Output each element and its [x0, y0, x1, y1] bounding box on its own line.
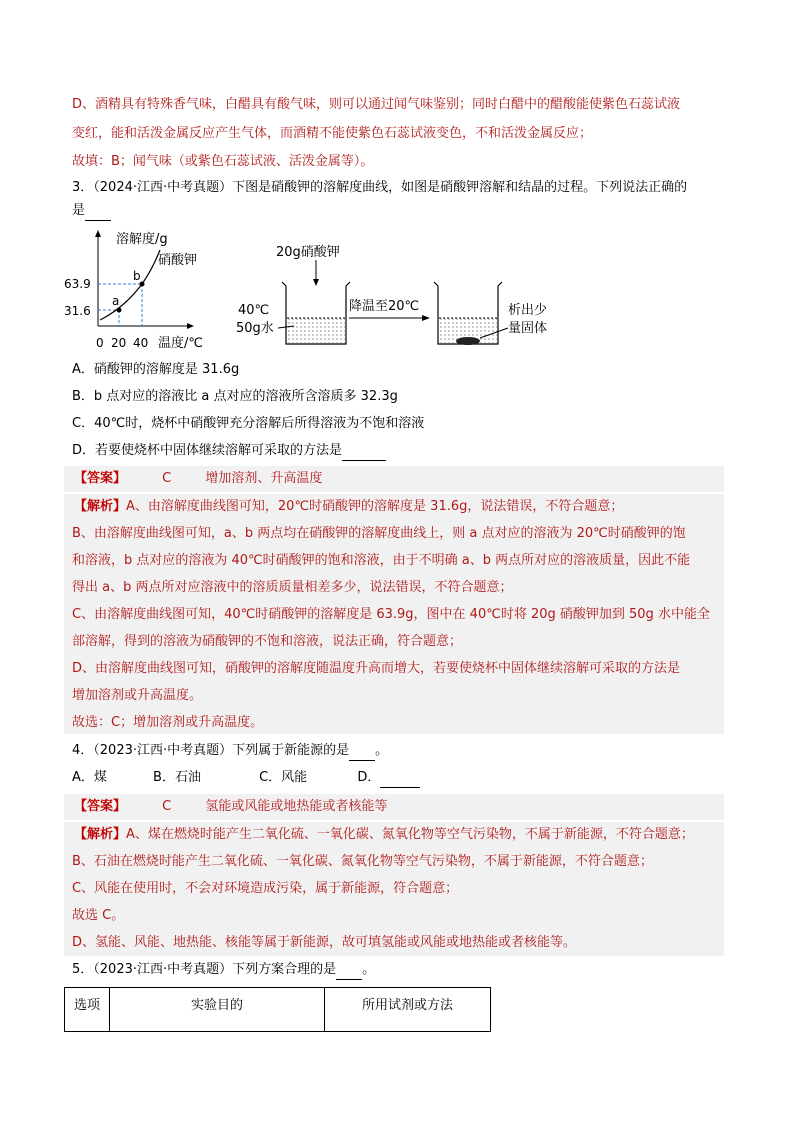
cooling-arrow-label: 降温至20℃ [349, 299, 420, 314]
question-5-stem: 5．（2023·江西·中考真题）下列方案合理的是 。 [72, 960, 375, 980]
options-table [64, 987, 491, 1032]
point-a [117, 308, 122, 313]
x-tick: 0 [96, 336, 104, 350]
analysis-line: B、石油在燃烧时能产生二氧化硫、一氧化碳、氮氧化物等空气污染物，不属于新能源，不符合题意； [72, 854, 653, 869]
analysis-line: 得出 a、b 两点所对应溶液中的溶质质量相差多少，说法错误，不符合题意； [72, 580, 513, 595]
beaker-water-label: 50g水 [236, 321, 274, 336]
question-4-options: A．煤 B．石油 C．风能 D． [72, 768, 420, 788]
analysis-line: 部溶解，得到的溶液为硝酸钾的不饱和溶液，说法正确，符合题意； [72, 634, 463, 649]
table-header: 实验目的 [110, 988, 325, 1032]
analysis-line: D、氢能、风能、地热能、核能等属于新能源，故可填氢能或风能或地热能或者核能等。 [72, 935, 577, 950]
curve-label: 硝酸钾 [158, 253, 198, 268]
analysis-line: 和溶液，b 点对应的溶液为 40℃时硝酸钾的饱和溶液，由于不明确 a、b 两点所对应的溶液质量，因此不能 [72, 553, 691, 568]
analysis-line: 【解析】A、煤在燃烧时能产生二氧化硫、一氧化碳、氮氧化物等空气污染物，不属于新能源，不符合题意； [74, 827, 694, 842]
beaker-temp-label: 40℃ [238, 303, 270, 318]
option-d: D．若要使烧杯中固体继续溶解可采取的方法是 [72, 441, 386, 461]
explanation-line: 故填：B；闻气味（或紫色石蕊试液、活泼金属等）。 [72, 154, 374, 169]
table-header: 所用试剂或方法 [325, 988, 491, 1032]
answer-line: 【答案】 C 氢能或风能或地热能或者核能等 [74, 799, 388, 814]
x-axis-label: 温度/℃ [158, 336, 203, 351]
table-header-row [65, 988, 491, 1032]
question-4-stem: 4．（2023·江西·中考真题）下列属于新能源的是 。 [72, 741, 388, 761]
precipitate-label-1: 析出少 [508, 303, 548, 318]
question-3-stem-end: 是 [72, 201, 111, 221]
option-a: A．硝酸钾的溶解度是 31.6g [72, 362, 240, 377]
explanation-line: 变红，能和活泼金属反应产生气体，而酒精不能使紫色石蕊试液变色，不和活泼金属反应； [72, 126, 593, 141]
solubility-figure [64, 226, 584, 354]
analysis-line: 增加溶剂或升高温度。 [72, 688, 203, 703]
answer-line: 【答案】 C 增加溶剂、升高温度 [74, 471, 323, 486]
beaker-add-label: 20g硝酸钾 [276, 245, 340, 260]
analysis-line: D、由溶解度曲线图可知，硝酸钾的溶解度随温度升高而增大，若要使烧杯中固体继续溶解可采取的方法是 [72, 661, 681, 676]
analysis-line: B、由溶解度曲线图可知，a、b 两点均在硝酸钾的溶解度曲线上，则 a 点对应的溶液为 20℃时硝酸钾的饱 [72, 526, 686, 541]
option-b: B．b 点对应的溶液比 a 点对应的溶液所含溶质多 32.3g [72, 389, 398, 404]
explanation-line: D、酒精具有特殊香气味，白醋具有酸气味，则可以通过闻气味鉴别；同时白醋中的醋酸能使紫色石蕊试液 [72, 97, 681, 112]
precipitate-label-2: 量固体 [508, 321, 548, 336]
analysis-line: 故选 C。 [72, 908, 125, 923]
x-tick: 20 [111, 336, 127, 350]
analysis-line: C、风能在使用时，不会对环境造成污染，属于新能源，符合题意； [72, 881, 459, 896]
y-tick: 31.6 [64, 304, 91, 318]
analysis-line: C、由溶解度曲线图可知，40℃时硝酸钾的溶解度是 63.9g，图中在 40℃时将 20g 硝酸钾加到 50g 水中能全 [72, 607, 710, 622]
question-3-stem: 3．（2024·江西·中考真题）下图是硝酸钾的溶解度曲线，如图是硝酸钾溶解和结晶的过程。下列说法正确的 [72, 180, 688, 195]
option-c: C．40℃时，烧杯中硝酸钾充分溶解后所得溶液为不饱和溶液 [72, 416, 425, 431]
analysis-line: 故选：C；增加溶剂或升高温度。 [72, 715, 264, 730]
precipitate [456, 337, 480, 345]
analysis-line: 【解析】A、由溶解度曲线图可知，20℃时硝酸钾的溶解度是 31.6g，说法错误，不符合题意； [74, 499, 624, 514]
x-tick: 40 [133, 336, 149, 350]
y-tick: 63.9 [64, 277, 91, 291]
y-axis-label: 溶解度/g [116, 232, 168, 247]
point-a-label: a [112, 294, 120, 308]
table-header: 选项 [65, 988, 110, 1032]
point-b-label: b [133, 269, 141, 283]
